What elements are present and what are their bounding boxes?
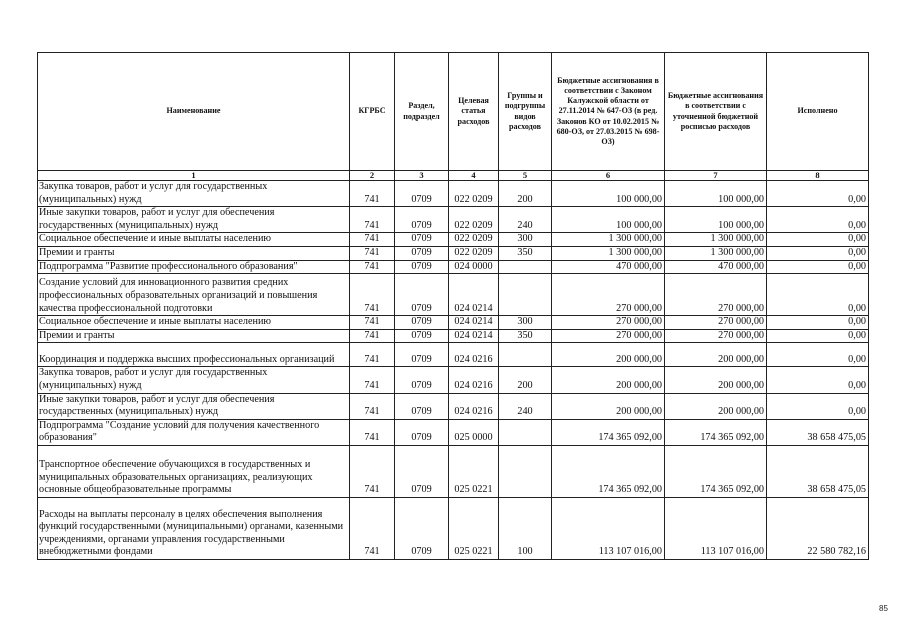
column-number: 8: [767, 171, 869, 181]
row-name: Расходы на выплаты персоналу в целях обеспечения выполнения функций государственными (муниципальными) органами, казенными учреждениями, органами управления государственными внебюджетными фондами: [38, 497, 350, 559]
table-row: [38, 445, 869, 497]
row-refined-allocation: 1 300 000,00: [665, 233, 767, 247]
table-row: [38, 181, 869, 207]
header-groups: Группы и подгруппы видов расходов: [499, 53, 552, 171]
row-section: 0709: [395, 207, 449, 233]
header-row: [38, 53, 869, 171]
row-executed: 0,00: [767, 316, 869, 330]
row-name: Координация и поддержка высших профессиональных организаций: [38, 343, 350, 367]
row-name: Закупка товаров, работ и услуг для государственных (муниципальных) нужд: [38, 367, 350, 393]
row-target: 025 0000: [449, 419, 499, 445]
column-number: 4: [449, 171, 499, 181]
row-section: 0709: [395, 367, 449, 393]
row-target: 022 0209: [449, 246, 499, 260]
row-section: 0709: [395, 260, 449, 274]
row-group: 350: [499, 329, 552, 343]
row-target: 022 0209: [449, 207, 499, 233]
row-refined-allocation: 200 000,00: [665, 343, 767, 367]
row-kgrbs: 741: [350, 316, 395, 330]
row-section: 0709: [395, 343, 449, 367]
row-section: 0709: [395, 419, 449, 445]
column-number: 3: [395, 171, 449, 181]
row-kgrbs: 741: [350, 419, 395, 445]
row-name: Премии и гранты: [38, 246, 350, 260]
row-kgrbs: 741: [350, 367, 395, 393]
row-refined-allocation: 270 000,00: [665, 316, 767, 330]
row-executed: 0,00: [767, 274, 869, 316]
row-group: 100: [499, 497, 552, 559]
column-number: 7: [665, 171, 767, 181]
row-section: 0709: [395, 329, 449, 343]
table-row: [38, 246, 869, 260]
row-name: Закупка товаров, работ и услуг для государственных (муниципальных) нужд: [38, 181, 350, 207]
row-target: 024 0216: [449, 393, 499, 419]
row-group: [499, 260, 552, 274]
header-kgrbs: КГРБС: [350, 53, 395, 171]
row-group: 200: [499, 181, 552, 207]
row-group: 300: [499, 233, 552, 247]
row-group: 200: [499, 367, 552, 393]
row-name: Подпрограмма "Развитие профессионального образования": [38, 260, 350, 274]
row-kgrbs: 741: [350, 343, 395, 367]
row-refined-allocation: 100 000,00: [665, 207, 767, 233]
row-name: Подпрограмма "Создание условий для получения качественного образования": [38, 419, 350, 445]
row-section: 0709: [395, 246, 449, 260]
table-row: [38, 367, 869, 393]
row-executed: 0,00: [767, 246, 869, 260]
table-row: [38, 274, 869, 316]
row-target: 022 0209: [449, 233, 499, 247]
row-target: 024 0214: [449, 329, 499, 343]
row-executed: 0,00: [767, 329, 869, 343]
row-law-allocation: 200 000,00: [552, 393, 665, 419]
row-executed: 0,00: [767, 260, 869, 274]
row-group: [499, 274, 552, 316]
row-executed: 22 580 782,16: [767, 497, 869, 559]
table-row: [38, 233, 869, 247]
row-executed: 0,00: [767, 207, 869, 233]
table-row: [38, 316, 869, 330]
row-refined-allocation: 200 000,00: [665, 367, 767, 393]
row-target: 022 0209: [449, 181, 499, 207]
row-kgrbs: 741: [350, 393, 395, 419]
row-kgrbs: 741: [350, 246, 395, 260]
column-number: 5: [499, 171, 552, 181]
row-section: 0709: [395, 445, 449, 497]
row-group: 240: [499, 207, 552, 233]
row-target: 024 0214: [449, 274, 499, 316]
row-name: Иные закупки товаров, работ и услуг для обеспечения государственных (муниципальных) нужд: [38, 393, 350, 419]
row-law-allocation: 470 000,00: [552, 260, 665, 274]
table-row: [38, 419, 869, 445]
page-number: 85: [879, 604, 888, 613]
row-kgrbs: 741: [350, 445, 395, 497]
row-executed: 0,00: [767, 343, 869, 367]
table-row: [38, 260, 869, 274]
row-group: [499, 343, 552, 367]
table-row: [38, 393, 869, 419]
row-law-allocation: 200 000,00: [552, 343, 665, 367]
row-law-allocation: 270 000,00: [552, 329, 665, 343]
row-law-allocation: 1 300 000,00: [552, 246, 665, 260]
column-number-row: [38, 171, 869, 181]
row-refined-allocation: 1 300 000,00: [665, 246, 767, 260]
row-target: 025 0221: [449, 497, 499, 559]
row-kgrbs: 741: [350, 274, 395, 316]
row-law-allocation: 1 300 000,00: [552, 233, 665, 247]
row-group: 350: [499, 246, 552, 260]
row-law-allocation: 100 000,00: [552, 181, 665, 207]
row-section: 0709: [395, 497, 449, 559]
row-kgrbs: 741: [350, 497, 395, 559]
row-section: 0709: [395, 181, 449, 207]
row-target: 025 0221: [449, 445, 499, 497]
column-number: 6: [552, 171, 665, 181]
row-name: Транспортное обеспечение обучающихся в государственных и муниципальных образовательных организациях, реализующих основные общеобразовательные программы: [38, 445, 350, 497]
row-section: 0709: [395, 274, 449, 316]
row-refined-allocation: 270 000,00: [665, 274, 767, 316]
row-executed: 38 658 475,05: [767, 419, 869, 445]
row-kgrbs: 741: [350, 233, 395, 247]
row-name: Социальное обеспечение и иные выплаты населению: [38, 233, 350, 247]
row-refined-allocation: 200 000,00: [665, 393, 767, 419]
row-target: 024 0214: [449, 316, 499, 330]
header-section: Раздел, подраздел: [395, 53, 449, 171]
header-executed: Исполнено: [767, 53, 869, 171]
row-group: 240: [499, 393, 552, 419]
row-executed: 0,00: [767, 181, 869, 207]
row-law-allocation: 270 000,00: [552, 316, 665, 330]
row-refined-allocation: 113 107 016,00: [665, 497, 767, 559]
budget-table: [37, 52, 869, 560]
row-name: Иные закупки товаров, работ и услуг для обеспечения государственных (муниципальных) нужд: [38, 207, 350, 233]
row-refined-allocation: 270 000,00: [665, 329, 767, 343]
row-law-allocation: 174 365 092,00: [552, 419, 665, 445]
column-number: 2: [350, 171, 395, 181]
row-section: 0709: [395, 316, 449, 330]
row-refined-allocation: 174 365 092,00: [665, 445, 767, 497]
row-law-allocation: 270 000,00: [552, 274, 665, 316]
row-group: [499, 419, 552, 445]
row-refined-allocation: 174 365 092,00: [665, 419, 767, 445]
table-row: [38, 497, 869, 559]
table-row: [38, 343, 869, 367]
header-target: Целевая статья расходов: [449, 53, 499, 171]
row-executed: 0,00: [767, 233, 869, 247]
row-name: Премии и гранты: [38, 329, 350, 343]
row-executed: 0,00: [767, 367, 869, 393]
row-section: 0709: [395, 233, 449, 247]
row-kgrbs: 741: [350, 181, 395, 207]
row-law-allocation: 100 000,00: [552, 207, 665, 233]
row-kgrbs: 741: [350, 329, 395, 343]
row-law-allocation: 174 365 092,00: [552, 445, 665, 497]
row-executed: 38 658 475,05: [767, 445, 869, 497]
header-refined-allocations: Бюджетные ассигнования в соответствии с уточненной бюджетной росписью расходов: [665, 53, 767, 171]
row-law-allocation: 200 000,00: [552, 367, 665, 393]
column-number: 1: [38, 171, 350, 181]
header-name: Наименование: [38, 53, 350, 171]
table-row: [38, 207, 869, 233]
row-target: 024 0000: [449, 260, 499, 274]
header-law-allocations: Бюджетные ассигнования в соответствии с Законом Калужской области от 27.11.2014 № 647-ОЗ (в ред. Законов КО от 10.02.2015 № 680-ОЗ, от 27.03.2015 № 698-ОЗ): [552, 53, 665, 171]
row-name: Создание условий для инновационного развития средних профессиональных образовательных организаций и повышения качества профессиональной подготовки: [38, 274, 350, 316]
row-kgrbs: 741: [350, 260, 395, 274]
row-target: 024 0216: [449, 343, 499, 367]
row-group: [499, 445, 552, 497]
row-target: 024 0216: [449, 367, 499, 393]
row-name: Социальное обеспечение и иные выплаты населению: [38, 316, 350, 330]
row-law-allocation: 113 107 016,00: [552, 497, 665, 559]
row-refined-allocation: 100 000,00: [665, 181, 767, 207]
row-refined-allocation: 470 000,00: [665, 260, 767, 274]
row-executed: 0,00: [767, 393, 869, 419]
row-kgrbs: 741: [350, 207, 395, 233]
row-section: 0709: [395, 393, 449, 419]
row-group: 300: [499, 316, 552, 330]
table-row: [38, 329, 869, 343]
